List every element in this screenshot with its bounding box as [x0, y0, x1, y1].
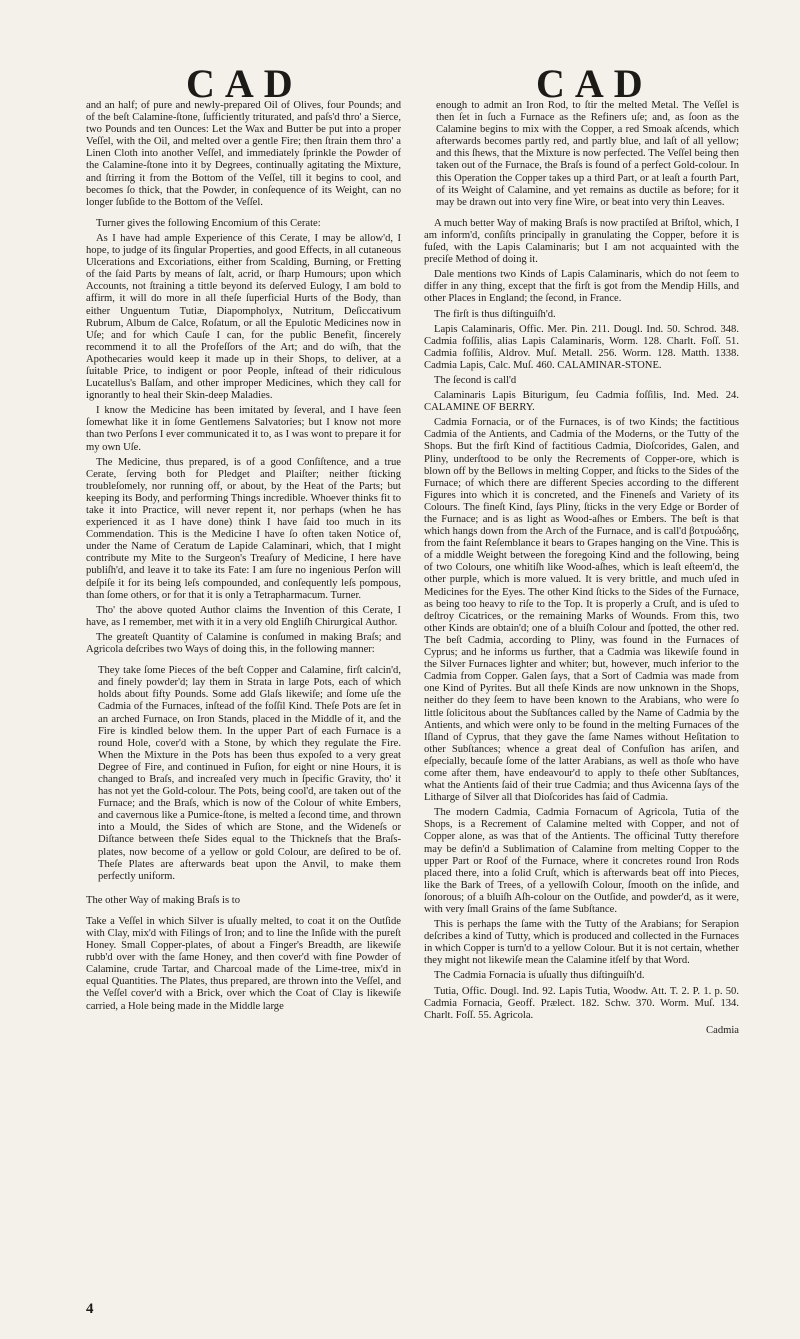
catchword: Cadmia	[706, 1024, 739, 1036]
paragraph: The Cadmia Fornacia is uſually thus diſtinguiſh'd.	[434, 970, 645, 982]
quoted-paragraph: They take ſome Pieces of the beſt Copper and Calamine, firſt calcin'd, and finely powder'd; lay them in Strata in large Pots, each of which holds about fifty Pounds. Some add Glaſs likewiſe; and ſome uſe the Cadmia of the Furnaces, inſtead of the foſſil Kind. Theſe Pots are ſet in an arched Furnace, on Iron Stands, placed in the Middle of it, and the Fire is kindled below them. In the upper Part of each Furnace is a round Hole, cover'd with a Stone, by which they regulate the Fire. When the Mixture in the Pots has been thus expoſed to a very great Degree of Fire, and continued in Fuſion, for eight or nine Hours, it is changed to Braſs, and increaſed very much in ſpecific Gravity, tho' it has not yet the Gold-colour. The Pots, being cool'd, are taken out of the Furnace; and the Braſs, which is now of the Colour of white Embers, and cavernous like a Pumice-ſtone, is melted a ſecond time, and thrown into a Mould, the Sides of which are Stone, and the Wideneſs or Diſtance between theſe Sides equal to the Thickneſs that the Braſs-plates, now become of a yellow or gold Colour, are deſired to be of. Theſe Plates are afterwards beat upon the Anvil, to make them perfectly uniform.	[98, 665, 401, 882]
paragraph: The ſecond is call'd	[434, 374, 517, 386]
folio-number: 4	[86, 1301, 94, 1317]
paragraph: Turner gives the following Encomium of this Cerate:	[96, 217, 321, 229]
paragraph: This is perhaps the ſame with the Tutty of the Arabians; for Serapion deſcribes a kind of Tutty, which is produced and collected in the Furnaces in which Copper is turn'd to a yellow Colour. But it is not certain, whether they might not likewiſe mean the Calamine itſelf by that Word.	[424, 919, 739, 967]
paragraph: The other Way of making Braſs is to	[86, 894, 241, 906]
paragraph: Calaminaris Lapis Biturigum, ſeu Cadmia foſſilis, Ind. Med. 24. CALAMINE OF BERRY.	[424, 390, 739, 414]
quoted-paragraph: enough to admit an Iron Rod, to ſtir the melted Metal. The Veſſel is then ſet in ſuch a Furnace as the Refiners uſe; and, as ſoon as the Calamine begins to mix with the Copper, a red Smoak aſcends, which afterwards becomes partly red, and partly blue, and laſt of all yellow; and this ſhews, that the Mixture is now perfected. The Veſſel being then taken out of the Furnace, the Braſs is found of a perfect Gold-colour. In this Operation the Copper takes up a third Part, or at leaſt a fourth Part, of its Weight of Calamine, and yet remains as ductile as before; for it may be drawn out into very fine Wire, or beat into very thin Leaves.	[436, 100, 739, 208]
paragraph: A much better Way of making Braſs is now practiſed at Briſtol, which, I am inform'd, conſiſts principally in granulating the Copper, before it is fuſed, with the Lapis Calaminaris; but I am not acquainted with the preciſe Method of doing it.	[424, 217, 739, 266]
paragraph: Lapis Calaminaris, Offic. Mer. Pin. 211. Dougl. Ind. 50. Schrod. 348. Cadmia foſſilis, alias Lapis Calaminaris, Worm. 128. Charlt. Foſſ. 51. Cadmia foſſilis, Aldrov. Muſ. Metall. 256. Worm. 128. Matth. 1338. Cadmia Lapis, Calc. Muſ. 460. CALAMINAR-STONE.	[424, 323, 739, 371]
paragraph: and an half; of pure and newly-prepared Oil of Olives, four Pounds; and of the beſt Calamine-ſtone, ſufficiently triturated, and paſs'd thro' a Sierce, two Pounds and ten Ounces: Let the Wax and Butter be put into a proper Veſſel, with the Oil, and melted over a gentle Fire; then ſtrain them thro' a Linen Cloth into another Veſſel, and immediately ſprinkle the Powder of the Calamine-ſtone into it by Degrees, continually agitating the Mixture, and ſtirring it from the Bottom of the Veſſel, till it begins to cool, and becomes ſo thick, that the Powder, in conſequence of its Weight, can no longer ſubſide to the Bottom of the Veſſel.	[86, 100, 401, 208]
paragraph: Take a Veſſel in which Silver is uſually melted, to coat it on the Outſide with Clay, mix'd with Filings of Iron; and to line the Inſide with the pureſt Honey. Small Copper-plates, of about a Finger's Breadth, are likewiſe rubb'd over with the ſame Honey, and then cover'd with fine Powder of Calamine, crude Tartar, and Charcoal made of the Lime-tree, mix'd in equal Quantities. The Plates, thus prepared, are thrown into the Veſſel, and the Veſſel cover'd with a Brick, over which the Coat of Clay is likewiſe carried, a Hole being made in the Middle large	[86, 915, 401, 1012]
left-column	[86, 100, 401, 1016]
paragraph: The firſt is thus diſtinguiſh'd.	[434, 308, 556, 320]
paragraph: The modern Cadmia, Cadmia Fornacum of Agricola, Tutia of the Shops, is a Recrement of Calamine melted with Copper, and not of Copper alone, as was that of the Antients. The officinal Tutty therefore may be defin'd a Sublimation of Calamine from melting Copper to the upper Part or Roof of the Furnace, where it concretes round Iron Rods placed there, into a ſolid Cruſt, which is afterwards beat off into Pieces, like the Bark of Trees, of a yellowiſh Colour, ſmooth on the inſide, and ſonorous; of a bluiſh Aſh-colour on the Outſide, and powder'd, as it were, with very ſmall Grains of the ſame Subſtance.	[424, 807, 739, 915]
running-head-left: CAD	[186, 61, 303, 106]
paragraph: As I have had ample Experience of this Cerate, I may be allow'd, I hope, to judge of its ſingular Properties, and good Effects, in all cutaneous Ulcerations and Excoriations, either from Scalding, Burning, or Fretting of the ſaid Parts by means of ſalt, acrid, or ſharp Humours; upon which Accounts, not ſtraining a tittle beyond its deſerved Eulogy, I am bold to affirm, it will do more in all theſe ſuperficial Hurts of the Body, than either Unguentum Tutiæ, Diapompholyx, Nutritum, Deſiccativum Rubrum, Album de Calce, Roſatum, or all the Epulotic Medicines now in Uſe; and for which Cauſe I can, for the public Benefit, ſincerely recommend it to all the Profeſſors of the Art; and do wiſh, that the Apothecaries would keep it made up in their Shops, to deliver, at a ſuitable Price, to indigent or poor People, inſtead of their ridiculous Lucatellus's Balſam, and other improper Medicines, which they call for ignorantly to heal their Skin-deep Maladies.	[86, 232, 401, 402]
running-head-right: CAD	[536, 61, 653, 106]
paragraph: I know the Medicine has been imitated by ſeveral, and I have ſeen ſomewhat like it in ſome Gentlemens Salvatories; but I know not more than two Perſons I ever communicated it to, as I was wont to prepare it for my own Uſe.	[86, 405, 401, 453]
paragraph: Dale mentions two Kinds of Lapis Calaminaris, which do not ſeem to differ in any thing, except that the firſt is got from the Mendip Hills, and other Places in England; the ſecond, in France.	[424, 269, 739, 305]
paragraph: Tutia, Offic. Dougl. Ind. 92. Lapis Tutia, Woodw. Att. T. 2. P. 1. p. 50. Cadmia Fornacia, Geoff. Prælect. 182. Schw. 370. Worm. Muſ. 134. Charlt. Foſſ. 55. Agricola.	[424, 985, 739, 1021]
paragraph: The greateſt Quantity of Calamine is conſumed in making Braſs; and Agricola deſcribes two Ways of doing this, in the following manner:	[86, 631, 401, 656]
right-column	[424, 100, 739, 1040]
paragraph: Tho' the above quoted Author claims the Invention of this Cerate, I have, as I remember, met with it in a very old Engliſh Chirurgical Author.	[86, 604, 401, 628]
paragraph: Cadmia Fornacia, or of the Furnaces, is of two Kinds; the factitious Cadmia of the Antients, and Cadmia of the Moderns, or the Tutty of the Shops. But the firſt Kind of factitious Cadmia, Dioſcorides, Galen, and Pliny, underſtood to be only the Recrements of Copper-ore, which is blown off by the Bellows in melting Copper, and ſticks to the Sides of the Furnace; of which there are different Species according to the different Figures into which it is concreted, and the Fineneſs and Variety of its Colours. The fineſt Kind, ſays Pliny, ſticks in the very Edge or Border of the Furnace; and is as light as Wood-aſhes or Embers. The beſt is that which hangs down from the Arch of the Furnace, and is call'd βοτρυώδης, from the faint Reſemblance it bears to Grapes hanging on the Vine. This is of a middle Weight between the foregoing Kind and the following, being of two Colours, one whitiſh like Wood-aſhes, which is leaſt eſteem'd, the other purple, which is more valued. It is very brittle, and much uſed in Medicines for the Eyes. The other Kind ſticks to the Sides of the Furnace, as being too heavy to riſe to the Top. It is properly a Cruſt, and is uſed to deſtroy Cicatrices, or the remaining Marks of Wounds. From this, two other Kinds are obtain'd; one of a bluiſh Colour and ſpotted, the other red. The beſt Cadmia, according to Pliny, was found in the Furnaces of Cyprus; and he informs us further, that a Cadmia was likewiſe found in the Silver Furnaces lighter and whiter; but, however, much inferior to the Cadmia from Copper. Galen ſays, that a Sort of Cadmia was made from one Kind of Pyrites. But all theſe Kinds are now unknown in the Shops, neither do they ſeem to have been known to the Arabians, who were ſo little ſolicitous about the Subſtances called by the Name of Cadmia by the Antients, and which were only to be found in the melting Furnaces of the Iſland of Cyprus, that they gave the ſame Names without Heſitation to other Subſtances; whence a great deal of Confuſion has ariſen, and eſpecially, becauſe ſome of the latter Arabians, as well as thoſe who have come after them, have endeavour'd to apply to theſe other Subſtances, what the Antients ſaid of their true Cadmia; and thus Avicenna ſays of the Litharge of Silver all that Dioſcorides has ſaid of Cadmia.	[424, 417, 739, 804]
paragraph: The Medicine, thus prepared, is of a good Conſiſtence, and a true Cerate, ſerving both for Pledget and Plaiſter; neither ſticking troubleſomely, nor running off, or about, by the Heat of the Parts; but keeping its Body, and performing Things incredible. Whoever thinks fit to take it into Practice, will never repent it, nor perhaps (when he has experienced it as I have done) think I have ſaid too much in its Commendation. This is the Medicine I have ſo often taken Notice of, under the Name of Ceratum de Lapide Calaminari, which, that I might contribute my Mite to the Surgeon's Treaſury of Medicine, I here have publiſh'd, and leave it to take its Fate: I am ſure no ingenious Perſon will deſpiſe it for its being leſs compounded, and conſequently leſs pompous, than ſome others, or for that it is only a Tetrapharmacum. Turner.	[86, 456, 401, 601]
